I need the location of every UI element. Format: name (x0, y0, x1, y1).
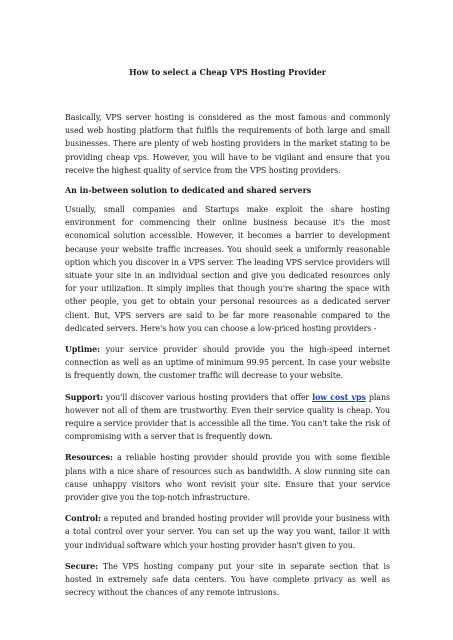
support-paragraph (65, 391, 390, 444)
control-paragraph (65, 512, 390, 552)
resources-paragraph (65, 451, 390, 504)
resources-text: a reliable hosting provider should provide you with some flexible plans with a nice share of resources such as bandwidth. A slow running site can cause unhappy visitors who wont revisit your site. Ensure that your service provider give you the top-notch infrastructure. (65, 453, 390, 503)
support-text-after: plans however not all of them are trustworthy. Even their service quality is cheap. You require a service provider that is accessible all the time. You can't take the risk of compromising with a server that is frequently down. (65, 392, 390, 442)
low-cost-vps-link[interactable]: low cost vps (312, 392, 366, 402)
section-paragraph: Usually, small companies and Startups make exploit the share hosting environment for commencing their online business because it's the most economical solution accessible. However, it becomes a barrier to development because your website traffic increases. You should seek a uniformly reasonable option which you discover in a VPS server. The leading VPS service providers will situate your site in an individual section and give you dedicated resources only for your utilization. It simply implies that though you're sharing the space with other people, you get to obtain your personal resources as a dedicated server client. But, VPS servers are said to be far more reasonable compared to the dedicated servers. Here's how you can choose a low-priced hosting providers - (65, 205, 390, 333)
support-label: Support: (65, 392, 104, 402)
section-heading: An in-between solution to dedicated and shared servers (65, 186, 312, 196)
secure-text: The VPS hosting company put your site in separate section that is hosted in extremely safe data centers. You have complete privacy as well as secrecy without the chances of any remote intrusions. (65, 561, 390, 598)
intro-paragraph: Basically, VPS server hosting is considered as the most famous and commonly used web hosting platform that fulfils the requirements of both large and small businesses. There are plenty of web hosting providers in the market stating to be providing cheap vps. However, you will have to be vigilant and ensure that you receive the highest quality of service from the VPS hosting providers. (65, 113, 390, 175)
uptime-text: your service provider should provide you the high-speed internet connection as well as an uptime of minimum 99.95 percent. In case your website is frequently down, the customer traffic will decrease to your website. (65, 345, 390, 381)
resources-label: Resources: (65, 453, 113, 463)
control-label: Control: (65, 514, 101, 524)
control-text: a reputed and branded hosting provider will provide your business with a total control over your server. You can set up the way you want, tailor it with your individual software which your hosting provider hasn't given to you. (65, 514, 390, 550)
support-text-before: you'll discover various hosting providers that offer (103, 392, 313, 402)
secure-label: Secure: (65, 561, 99, 571)
uptime-paragraph (65, 343, 390, 383)
document-title: How to select a Cheap VPS Hosting Provider (129, 68, 326, 77)
document-body (65, 67, 390, 608)
secure-paragraph (65, 560, 390, 600)
uptime-label: Uptime: (65, 345, 100, 355)
